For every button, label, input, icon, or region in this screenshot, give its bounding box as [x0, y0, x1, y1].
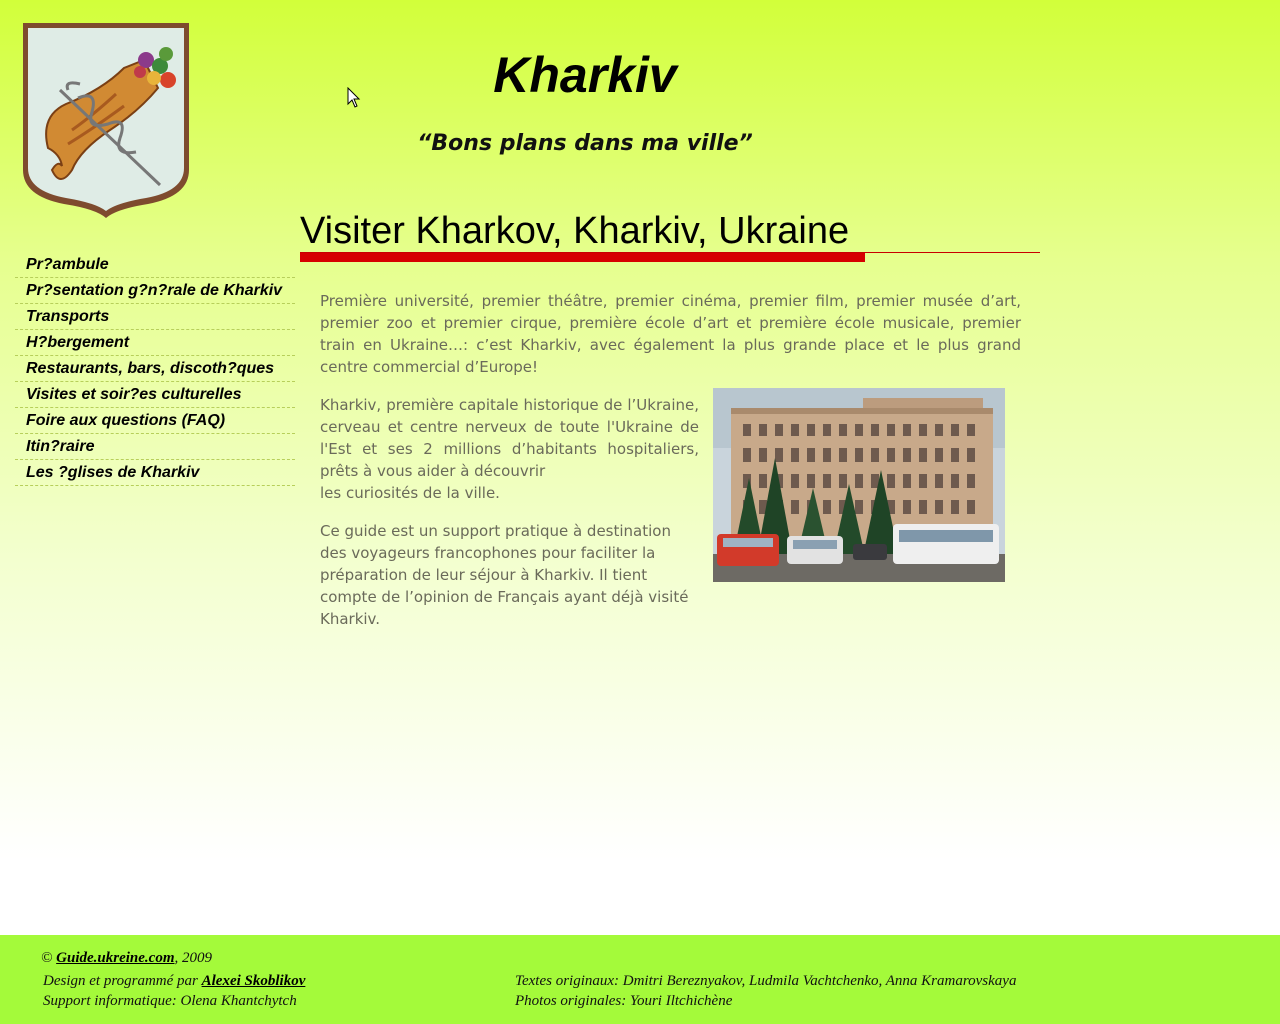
footer-texts: Textes originaux: Dmitri Bereznyakov, Ludmila Vachtchenko, Anna Kramarovskaya: [515, 973, 1017, 989]
copyright-symbol: ©: [41, 950, 57, 966]
footer-design: [43, 973, 305, 990]
design-label: Design et programmé par: [43, 973, 202, 989]
nav-item-preambule[interactable]: Pr?ambule: [15, 252, 295, 278]
nav-item-transports[interactable]: Transports: [15, 304, 295, 330]
capital-paragraph-end: les curiosités de la ville.: [320, 484, 500, 502]
copyright-year: , 2009: [174, 950, 212, 966]
footer: [0, 935, 1280, 1024]
site-link[interactable]: Guide.ukreine.com: [56, 950, 175, 966]
nav-item-hebergement[interactable]: H?bergement: [15, 330, 295, 356]
site-title: Kharkiv: [493, 47, 677, 103]
main-content: [320, 290, 1021, 646]
nav-item-eglises[interactable]: Les ?glises de Kharkiv: [15, 460, 295, 486]
nav-item-faq[interactable]: Foire aux questions (FAQ): [15, 408, 295, 434]
heading-rule-accent: [300, 253, 865, 262]
sidebar-nav: [15, 252, 295, 486]
intro-paragraph: Première université, premier théâtre, premier cinéma, premier film, premier musée d’art, premier zoo et premier cirque, première école d’art et première école musicale, premier train en Ukraine…: c’est Kharkiv, avec également la plus grande place et le plus grand centre commercial d’Europe!: [320, 292, 1021, 376]
designer-link[interactable]: Alexei Skoblikov: [201, 973, 306, 989]
nav-item-restaurants[interactable]: Restaurants, bars, discoth?ques: [15, 356, 295, 382]
nav-item-visites[interactable]: Visites et soir?es culturelles: [15, 382, 295, 408]
footer-copyright: [41, 950, 212, 967]
coat-of-arms-icon: [20, 20, 192, 220]
mouse-cursor-icon: [347, 87, 361, 109]
building-photo: [713, 388, 1005, 582]
nav-item-itineraire[interactable]: Itin?raire: [15, 434, 295, 460]
capital-paragraph-text: Kharkiv, première capitale historique de l’Ukraine, cerveau et centre nerveux de toute l'Ukraine de l'Est et ses 2 millions d’habitants hospitaliers, prêts à vous aider à découvrir: [320, 396, 699, 480]
footer-photos: Photos originales: Youri Iltchichène: [515, 993, 733, 1009]
nav-item-presentation[interactable]: Pr?sentation g?n?rale de Kharkiv: [15, 278, 295, 304]
page-heading: Visiter Kharkov, Kharkiv, Ukraine: [300, 210, 850, 252]
guide-paragraph: Ce guide est un support pratique à destination des voyageurs francophones pour faciliter la préparation de leur séjour à Kharkiv. Il tient compte de l’opinion de Français ayant déjà visité Kharkiv.: [320, 522, 689, 628]
tagline: “Bons plans dans ma ville”: [417, 131, 753, 156]
footer-support: Support informatique: Olena Khantchytch: [43, 993, 297, 1009]
